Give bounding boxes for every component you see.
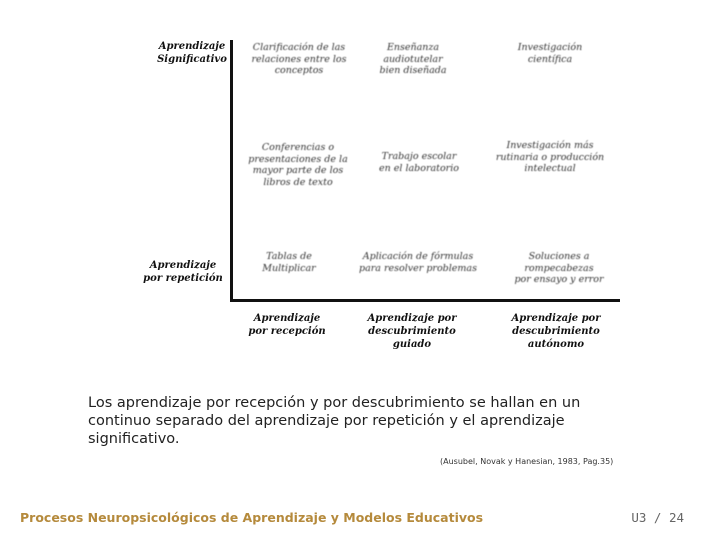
- cell-middle-guiado: Trabajo escolar en el laboratorio: [379, 151, 459, 174]
- x-label-autonomo: Aprendizaje por descubrimiento autónomo: [511, 313, 601, 350]
- axis-label-repeticion: Aprendizaje por repetición: [143, 260, 223, 284]
- axis-label-significativo: Aprendizaje Significativo: [157, 41, 227, 65]
- citation: (Ausubel, Novak y Hanesian, 1983, Pag.35): [440, 457, 614, 466]
- horizontal-axis: [230, 299, 620, 302]
- caption-text: Los aprendizaje por recepción y por descubrimiento se hallan en un continuo separado del aprendizaje por repetición y el aprendizaje significativo.: [88, 395, 581, 447]
- x-label-recepcion: Aprendizaje por recepción: [248, 313, 326, 337]
- cell-top-recepcion: Clarificación de las relaciones entre los conceptos: [251, 42, 347, 76]
- x-label-guiado: Aprendizaje por descubrimiento guiado: [367, 313, 457, 350]
- cell-middle-autonomo: Investigación más rutinaria o producción intelectual: [495, 140, 605, 174]
- cell-top-guiado: Enseñanza audiotutelar bien diseñada: [379, 42, 447, 76]
- cell-top-autonomo: Investigación científica: [517, 42, 583, 65]
- page-number: U3 / 24: [631, 510, 684, 525]
- vertical-axis: [230, 40, 233, 302]
- cell-bottom-guiado: Aplicación de fórmulas para resolver problemas: [359, 251, 477, 274]
- cell-bottom-recepcion: Tablas de Multiplicar: [262, 251, 316, 274]
- footer-course-title: Procesos Neuropsicológicos de Aprendizaje y Modelos Educativos: [20, 510, 484, 525]
- cell-middle-recepcion: Conferencias o presentaciones de la mayor parte de los libros de texto: [248, 142, 348, 188]
- cell-bottom-autonomo: Soluciones a rompecabezas por ensayo y error: [514, 251, 604, 285]
